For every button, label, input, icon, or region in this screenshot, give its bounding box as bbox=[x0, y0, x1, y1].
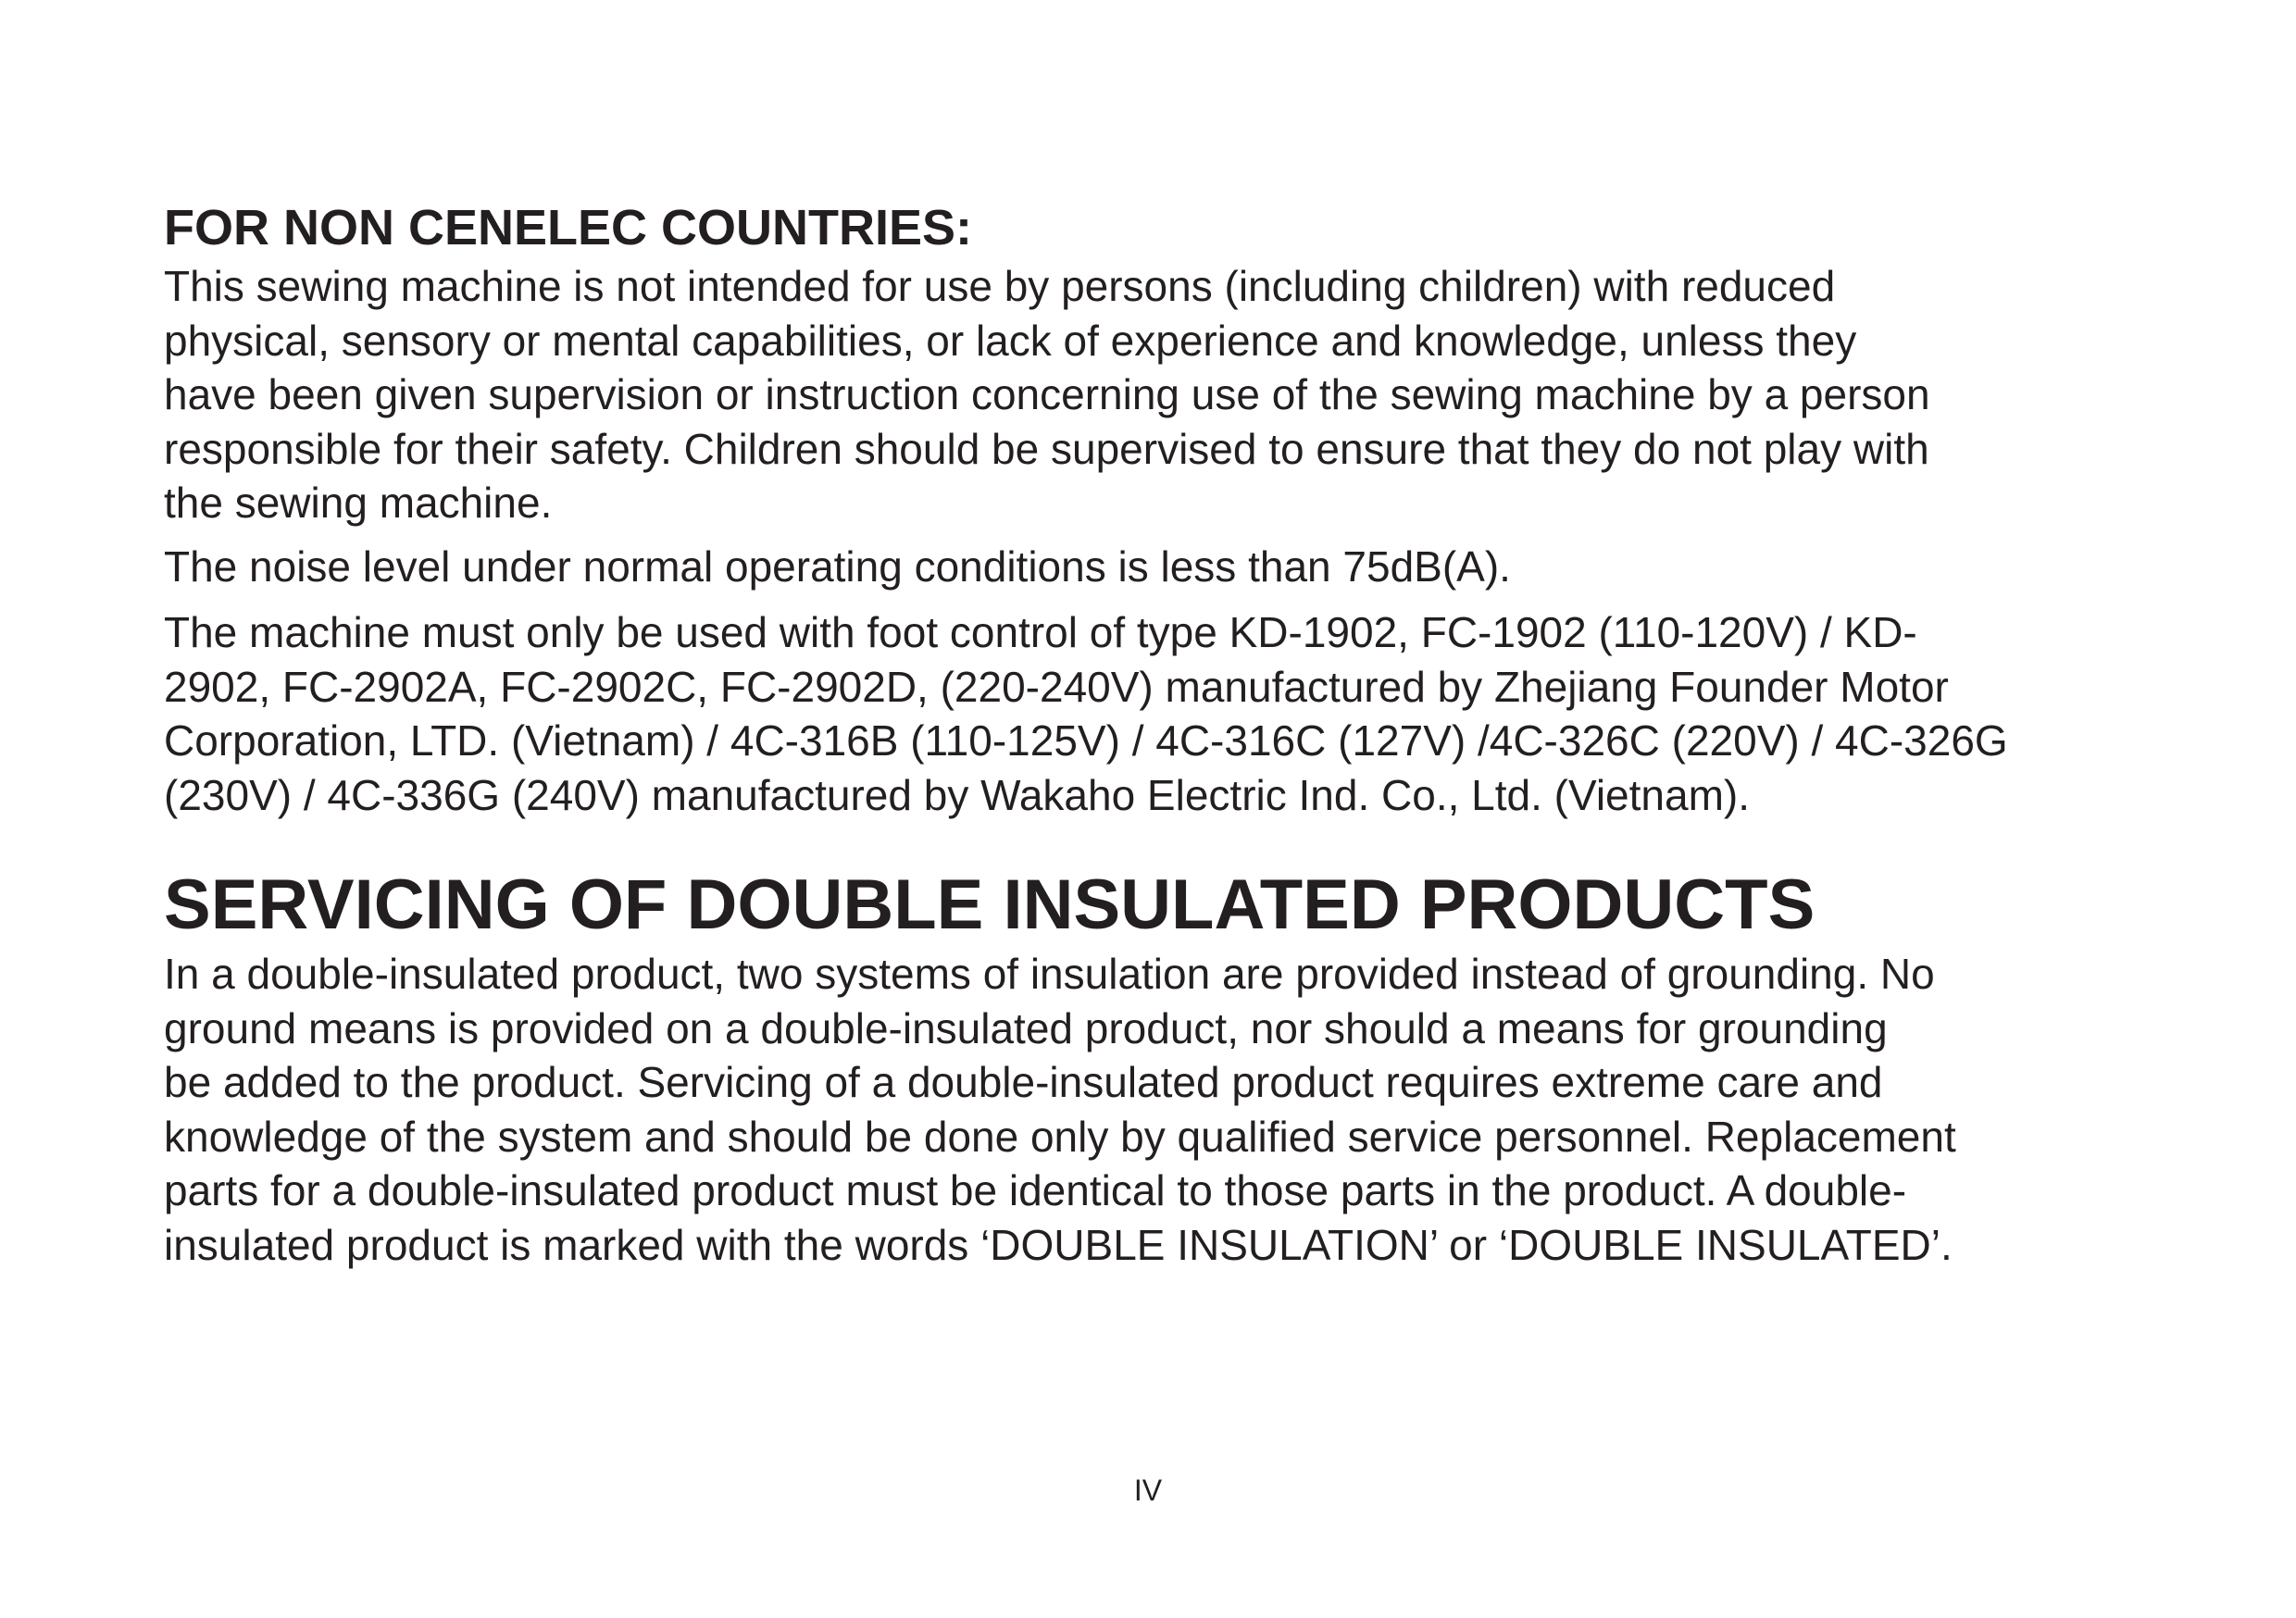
paragraph-line: 2902, FC-2902A, FC-2902C, FC-2902D, (220-240V) manufactured by Zhejiang Founder Motor bbox=[164, 662, 1949, 711]
paragraph-line: be added to the product. Servicing of a double-insulated product requires extreme care and bbox=[164, 1058, 1883, 1106]
paragraph-line: physical, sensory or mental capabilities, or lack of experience and knowledge, unless they bbox=[164, 316, 1857, 365]
non-cenelec-heading: FOR NON CENELEC COUNTRIES: bbox=[164, 200, 973, 255]
supervision-paragraph bbox=[164, 259, 1930, 530]
paragraph-line: In a double-insulated product, two systems of insulation are provided instead of grounding. No bbox=[164, 950, 1935, 998]
paragraph-line: ground means is provided on a double-insulated product, nor should a means for grounding bbox=[164, 1003, 1888, 1052]
paragraph-line: This sewing machine is not intended for use by persons (including children) with reduced bbox=[164, 262, 1836, 310]
noise-level-paragraph bbox=[164, 540, 1511, 594]
foot-control-paragraph bbox=[164, 605, 2008, 822]
paragraph-line: insulated product is marked with the words ‘DOUBLE INSULATION’ or ‘DOUBLE INSULATED’. bbox=[164, 1220, 1953, 1269]
paragraph-line: knowledge of the system and should be done only by qualified service personnel. Replacement bbox=[164, 1112, 1956, 1161]
paragraph-line: parts for a double-insulated product must be identical to those parts in the product. A double- bbox=[164, 1166, 1907, 1214]
paragraph-line: The machine must only be used with foot control of type KD-1902, FC-1902 (110-120V) / KD- bbox=[164, 608, 1917, 656]
paragraph-line: (230V) / 4C-336G (240V) manufactured by Wakaho Electric Ind. Co., Ltd. (Vietnam). bbox=[164, 770, 1751, 819]
paragraph-line: responsible for their safety. Children should be supervised to ensure that they do not play with bbox=[164, 424, 1929, 473]
paragraph-line: have been given supervision or instruction concerning use of the sewing machine by a person bbox=[164, 370, 1930, 418]
paragraph-line: the sewing machine. bbox=[164, 479, 553, 527]
double-insulation-paragraph bbox=[164, 947, 1956, 1272]
servicing-heading: SERVICING OF DOUBLE INSULATED PRODUCTS bbox=[164, 865, 1816, 944]
paragraph-line: Corporation, LTD. (Vietnam) / 4C-316B (110-125V) / 4C-316C (127V) /4C-326C (220V) / 4C-326G bbox=[164, 716, 2008, 765]
paragraph-line: The noise level under normal operating conditions is less than 75dB(A). bbox=[164, 542, 1511, 591]
page-number: IV bbox=[1133, 1474, 1163, 1507]
